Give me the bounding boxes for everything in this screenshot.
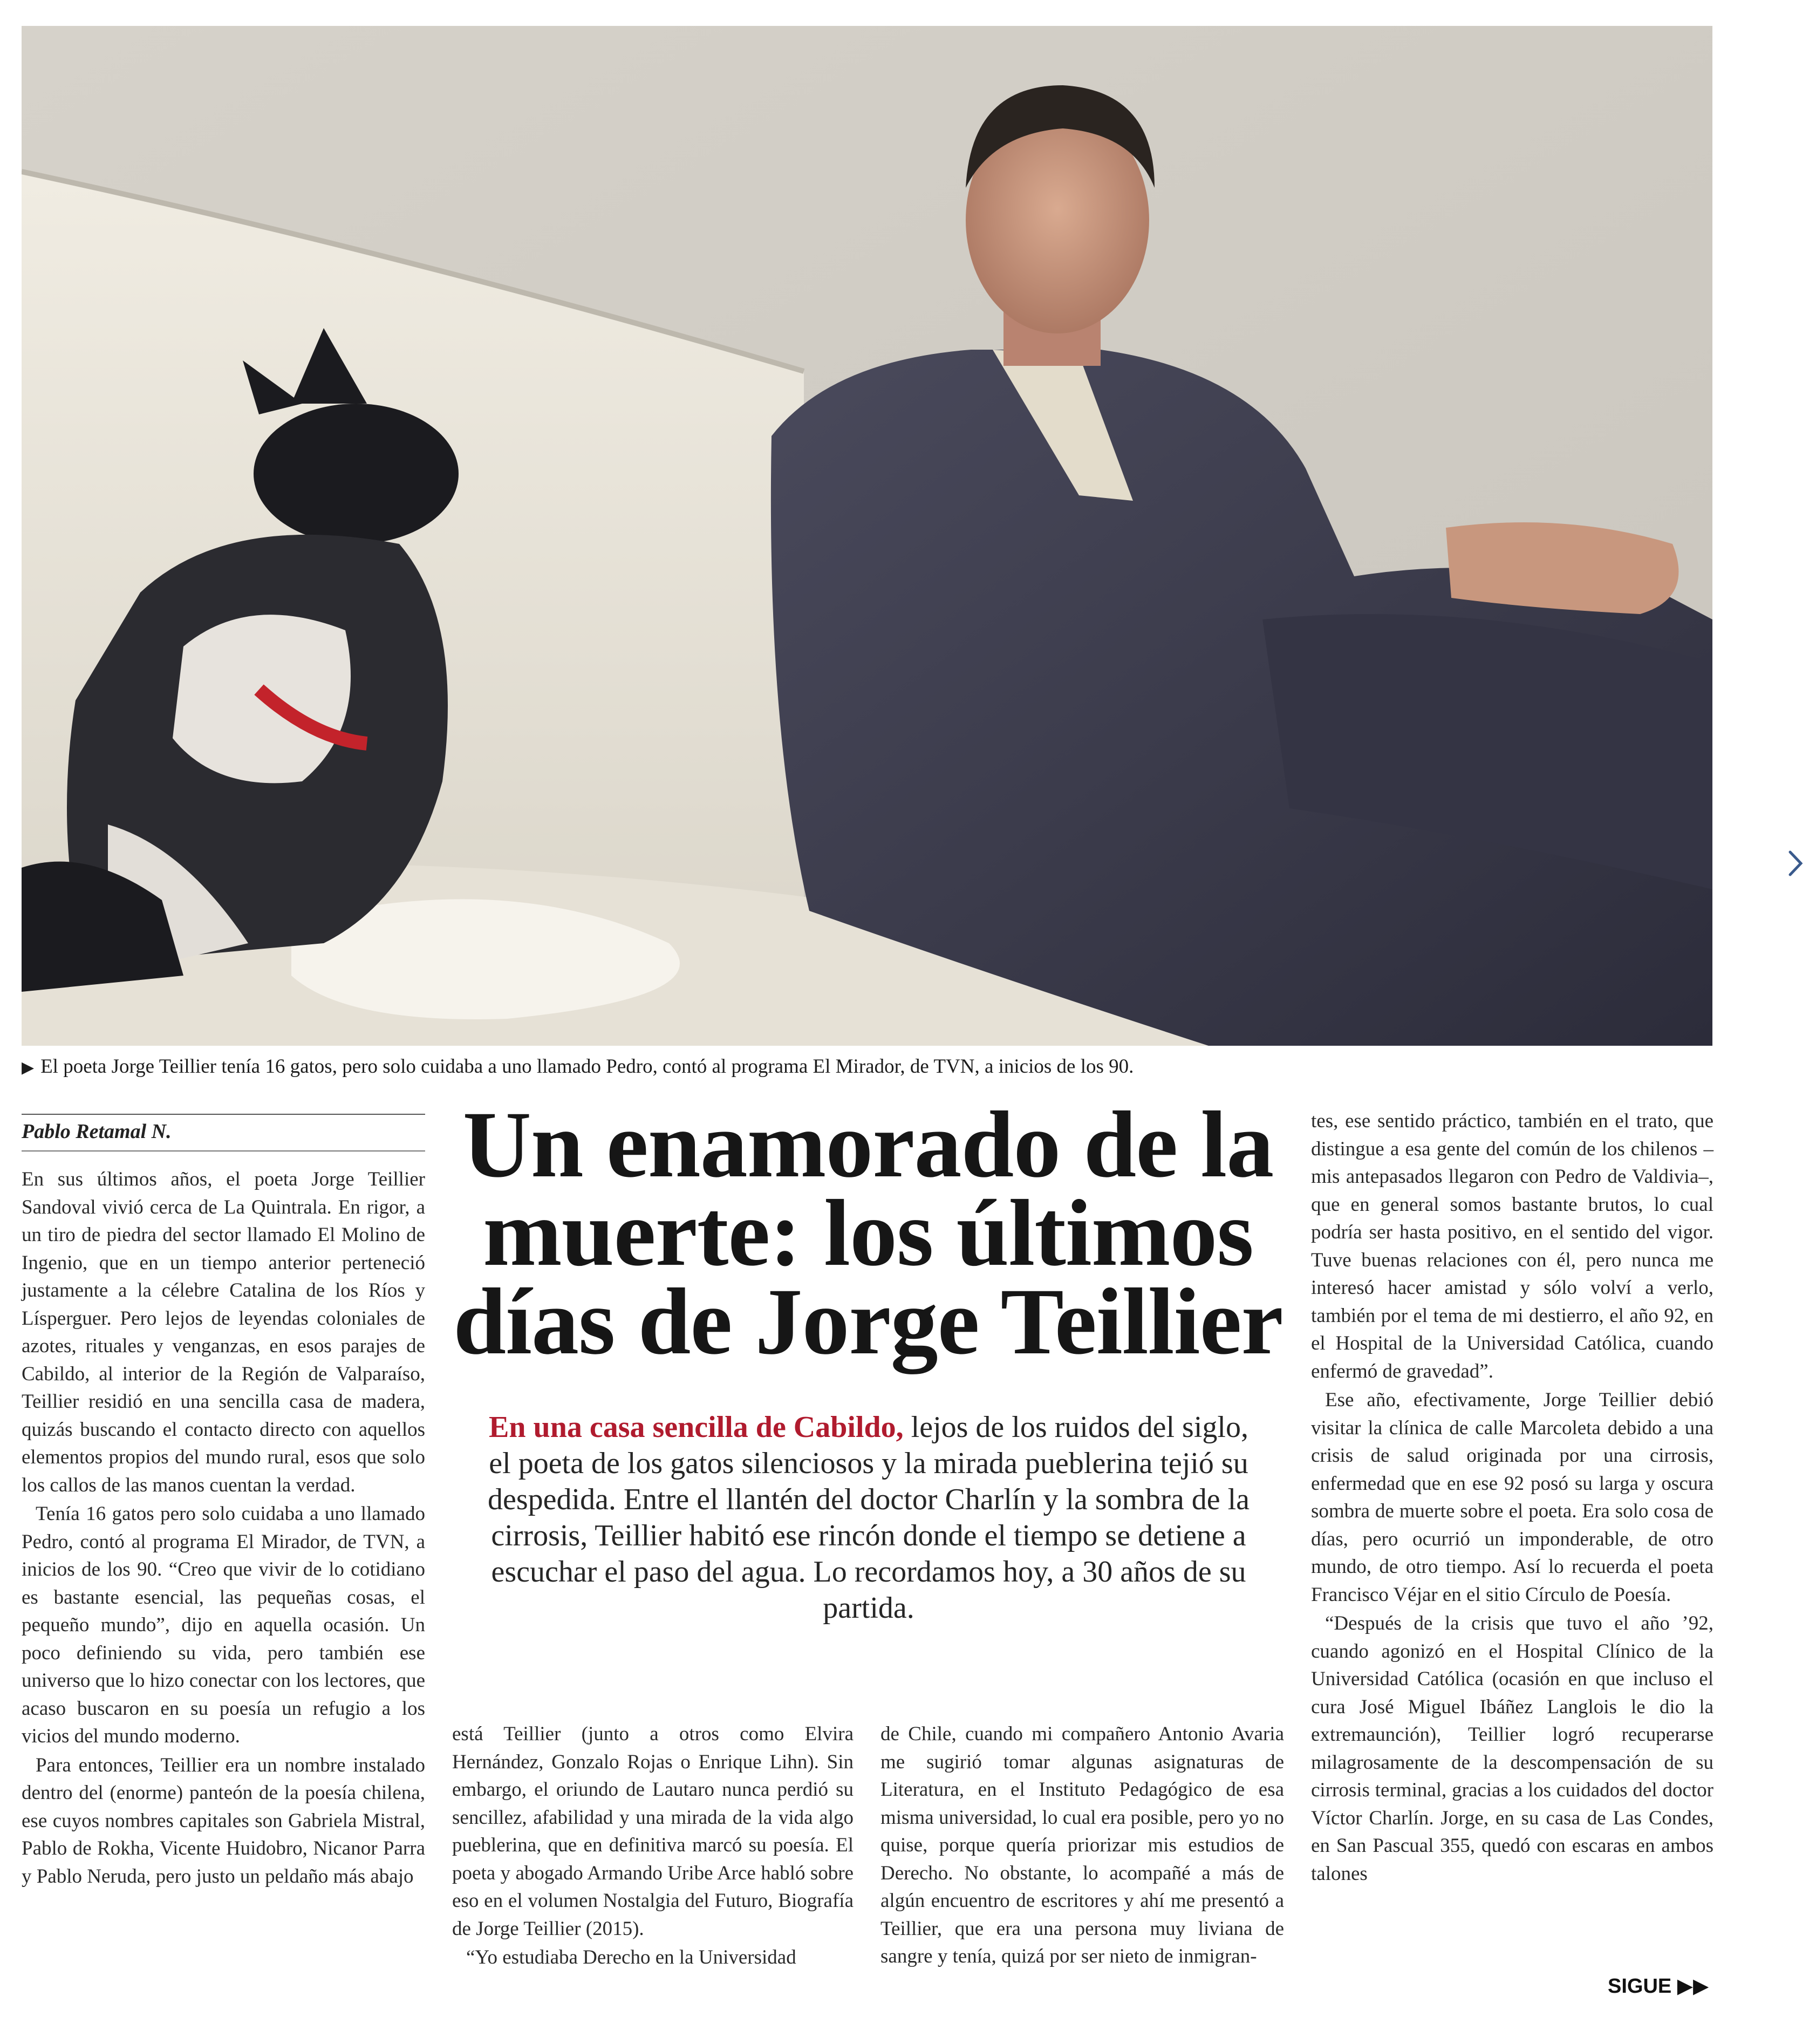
- caption-text: El poeta Jorge Teillier tenía 16 gatos, pero solo cuidaba a uno llamado Pedro, contó al programa El Mirador, de TVN, a inicios de los 90.: [40, 1055, 1134, 1078]
- photo-caption: [22, 1053, 1710, 1081]
- paragraph: Tenía 16 gatos pero solo cuidaba a uno llamado Pedro, contó al programa El Mirador, de TVN, a inicios de los 90. “Creo que vivir de lo cotidiano es bastante esencial, las pequeñas cosas, el pequeño mundo”, dijo en aquella ocasión. Un poco definiendo su vida, pero también ese universo que lo hizo conectar con los lectores, que acaso buscaron en su poesía un refugio a los vicios del mundo moderno.: [22, 1503, 425, 1747]
- next-page-chevron-icon[interactable]: [1784, 844, 1808, 882]
- paragraph: “Yo estudiaba Derecho en la Universidad: [466, 1946, 796, 1968]
- deck-lead: En una casa sencilla de Cabildo,: [489, 1411, 904, 1444]
- paragraph: “Después de la crisis que tuvo el año ’92, cuando agonizó en el Hospital Clínico de la Universidad Católica (ocasión en que incluso el cura José Miguel Ibáñez Langlois le dio la extremaunción), Teillier logró recuperarse milagrosamente de la descompensación de su cirrosis terminal, gracias a los cuidados del doctor Víctor Charlín. Jorge, en su casa de Las Condes, en San Pascual 355, quedó con escaras en ambos talones: [1311, 1612, 1713, 1885]
- article-column-1: [22, 1166, 425, 1890]
- continue-link[interactable]: SIGUE ▶▶: [1608, 1975, 1709, 1998]
- paragraph: Ese año, efectivamente, Jorge Teillier debió visitar la clínica de calle Marcoleta debido a una crisis de salud originada por una cirrosis, enfermedad que en ese 92 posó su larga y oscura sombra de muerte sobre el poeta. Era solo cosa de días, pero ocurrió un imponderable, de otro mundo, de otro tiempo. Así lo recuerda el poeta Francisco Véjar en el sitio Círculo de Poesía.: [1311, 1389, 1713, 1606]
- hero-photo: [22, 26, 1712, 1046]
- paragraph: Para entonces, Teillier era un nombre instalado dentro del (enorme) panteón de la poesía chilena, ese cuyos nombres capitales son Gabriela Mistral, Pablo de Rokha, Vicente Huidobro, Nicanor Parra y Pablo Neruda, pero justo un peldaño más abajo: [22, 1754, 425, 1888]
- article-column-4: [1311, 1107, 1713, 1888]
- paragraph: tes, ese sentido práctico, también en el trato, que distingue a esa gente del común de los chilenos –mis antepasados llegaron con Pedro de Valdivia–, que en general somos bastante brutos, lo cual podría ser hasta positivo, en el sentido del vigor. Tuve buenas relaciones con él, pero nunca me interesó hacer amistad y sólo volví a verlo, también por el tema de mi destierro, el año 92, en el Hospital de la Universidad Católica, cuando enfermó de gravedad”.: [1311, 1110, 1713, 1382]
- byline-rule-top: [22, 1114, 425, 1115]
- article-headline: Un enamorado de la muerte: los últimos días de Jorge Teillier: [453, 1092, 1283, 1374]
- article-column-3: [880, 1720, 1284, 1971]
- article-column-2: [452, 1720, 854, 1972]
- paragraph: de Chile, cuando mi compañero Antonio Avaria me sugirió tomar algunas asignaturas de Literatura, en el Instituto Pedagógico de esa misma universidad, lo cual era posible, pero yo no quise, porque quería priorizar mis estudios de Derecho. No obstante, lo acompañé a más de algún encuentro de escritores y ahí me presentó a Teillier, que era una persona muy liviana de sangre y tenía, quizá por ser nieto de inmigran-: [880, 1723, 1284, 1967]
- article-deck: [486, 1409, 1252, 1626]
- byline-rule-bottom: [22, 1150, 425, 1152]
- deck-text: lejos de los ruidos del siglo, el poeta de los gatos silenciosos y la mirada pueblerina tejió su despedida. Entre el llantén del doctor Charlín y la sombra de la cirrosis, Teillier habitó ese rincón donde el tiempo se detiene a escuchar el paso del agua. Lo recordamos hoy, a 30 años de su partida.: [488, 1411, 1250, 1625]
- photo-illustration: [22, 26, 1712, 1046]
- caption-triangle-icon: ▶: [22, 1059, 35, 1076]
- paragraph: En sus últimos años, el poeta Jorge Teillier Sandoval vivió cerca de La Quintrala. En rigor, a un tiro de piedra del sector llamado El Molino de Ingenio, que en un tiempo anterior perteneció justamente a la célebre Catalina de los Ríos y Lísperguer. Pero lejos de leyendas coloniales de azotes, rituales y venganzas, en esos parajes de Cabildo, al interior de la Región de Valparaíso, Teillier residió en una sencilla casa de madera, quizás buscando el contacto directo con aquellos elementos propios del mundo rural, esos que solo los callos de las manos cuentan la verdad.: [22, 1168, 425, 1496]
- byline: Pablo Retamal N.: [22, 1120, 172, 1143]
- paragraph: está Teillier (junto a otros como Elvira Hernández, Gonzalo Rojas o Enrique Lihn). Sin embargo, el oriundo de Lautaro nunca perdió su sencillez, afabilidad y una mirada de la vida algo pueblerina, que en definitiva marcó su poesía. El poeta y abogado Armando Uribe Arce habló sobre eso en el volumen Nostalgia del Futuro, Biografía de Jorge Teillier (2015).: [452, 1723, 854, 1940]
